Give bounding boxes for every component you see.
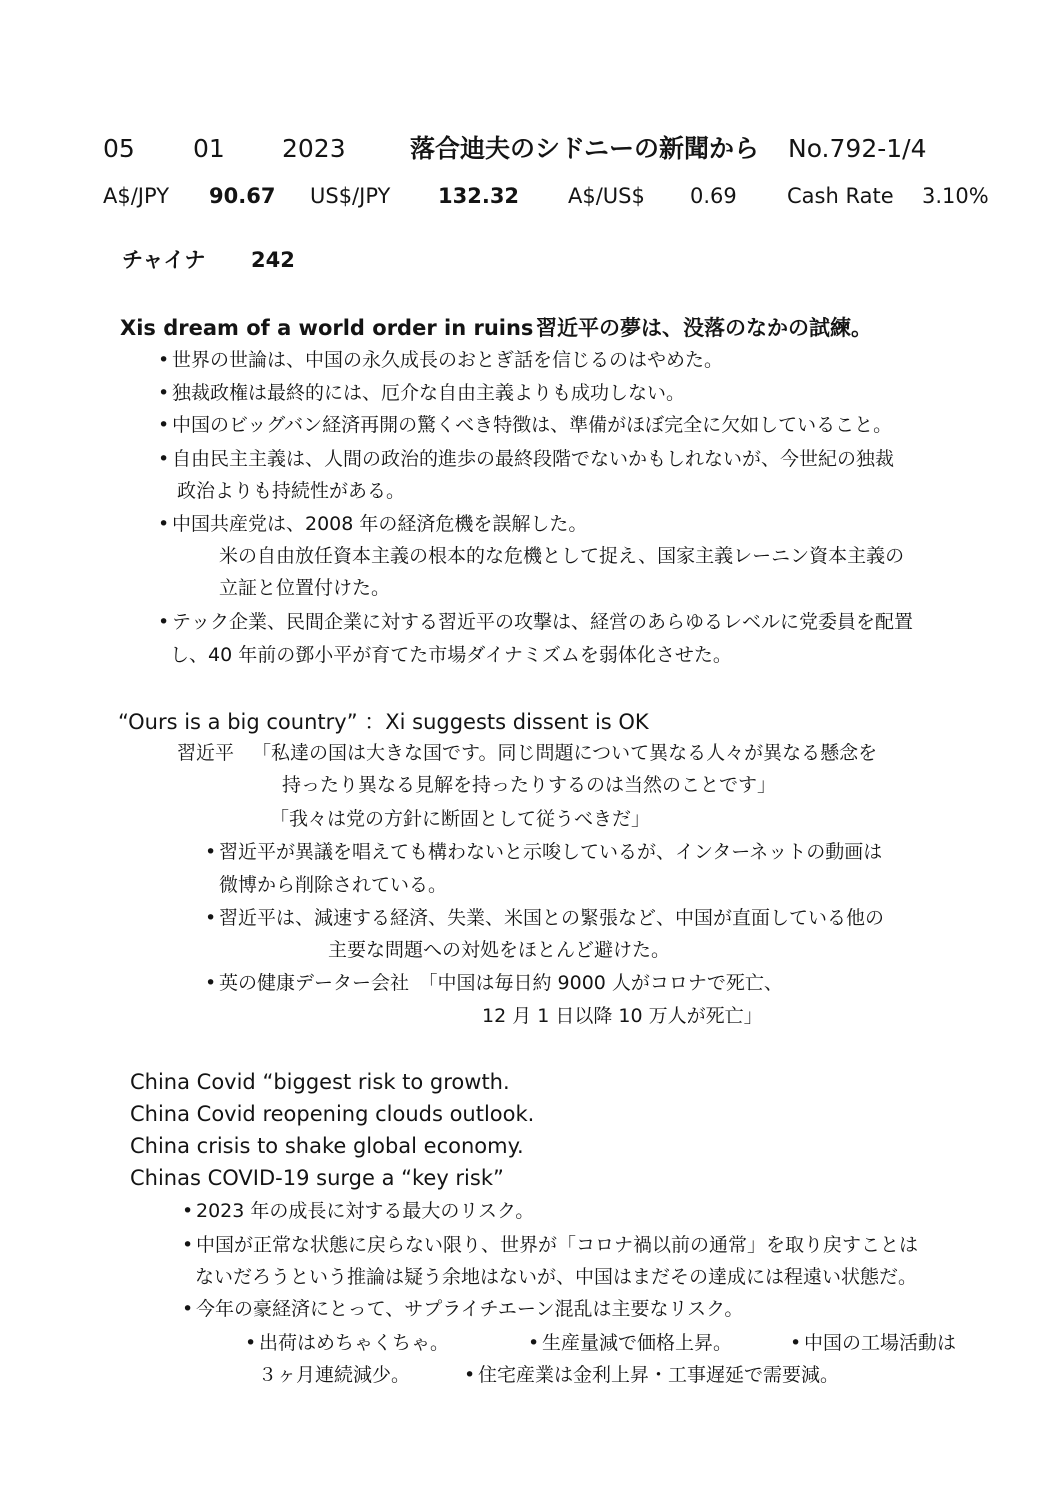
section1-heading-jp: 習近平の夢は、没落のなかの試練。 xyxy=(536,316,872,340)
section3-bullet: • 2023 年の成長に対する最大のリスク。 xyxy=(182,1202,534,1221)
cash-rate-value: 3.10% xyxy=(922,184,989,208)
section3-bullet: • 中国が正常な状態に戻らない限り、世界が「コロナ禍以前の通常」を取り戻すことは xyxy=(182,1236,918,1255)
section3-continuation: ないだろうという推論は疑う余地はないが、中国はまだその達成には程遠い状態だ。 xyxy=(195,1266,918,1288)
section1-bullet: • 中国のビッグバン経済再開の驚くべき特徴は、準備がほぼ完全に欠如していること。 xyxy=(158,416,892,435)
section3-heading: China Covid “biggest risk to growth. xyxy=(130,1070,510,1094)
section3-heading: Chinas COVID-19 surge a “key risk” xyxy=(130,1166,504,1190)
section1-heading-en: Xis dream of a world order in ruins xyxy=(120,316,534,340)
section1-bullet: • 独裁政権は最終的には、厄介な自由主義よりも成功しない。 xyxy=(158,384,685,403)
date-year: 2023 xyxy=(282,134,346,163)
section2-quote: 「我々は党の方針に断固として従うべきだ」 xyxy=(270,808,651,830)
series-number: 242 xyxy=(251,248,295,272)
usd-jpy-label: US$/JPY xyxy=(310,184,391,208)
section3-subbullet: • 中国の工場活動は xyxy=(790,1334,956,1353)
section1-continuation: 政治よりも持続性がある。 xyxy=(177,480,406,502)
section2-heading: “Ours is a big country” ：Xi suggests dissent is OK xyxy=(118,710,649,734)
section2-bullet: • 英の健康データー会社 「中国は毎日約 9000 人がコロナで死亡、 xyxy=(205,974,783,993)
section3-heading: China crisis to shake global economy. xyxy=(130,1134,524,1158)
section3-bullet: • 今年の豪経済にとって、サプライチエーン混乱は主要なリスク。 xyxy=(182,1300,743,1319)
section1-bullet: • 世界の世論は、中国の永久成長のおとぎ話を信じるのはやめた。 xyxy=(158,351,723,370)
section1-subline: 立証と位置付けた。 xyxy=(219,577,391,599)
series-label: チャイナ xyxy=(122,248,206,272)
section1-continuation: し、40 年前の鄧小平が育てた市場ダイナミズムを弱体化させた。 xyxy=(170,644,732,666)
section2-speaker: 習近平 xyxy=(177,742,235,764)
page-title: 落合迪夫のシドニーの新聞から xyxy=(410,134,760,163)
section2-continuation: 主要な問題への対処をほとんど避けた。 xyxy=(328,939,671,961)
date-day: 01 xyxy=(193,134,225,163)
section3-subbullet: • 生産量減で価格上昇。 xyxy=(528,1334,732,1353)
section1-bullet: • テック企業、民間企業に対する習近平の攻撃は、経営のあらゆるレベルに党委員を配置 xyxy=(158,613,913,632)
section1-subline: 米の自由放任資本主義の根本的な危機として捉え、国家主義レーニン資本主義の xyxy=(219,545,905,567)
aud-jpy-label: A$/JPY xyxy=(103,184,170,208)
section1-bullet: • 自由民主主義は、人間の政治的進歩の最終段階でないかもしれないが、今世紀の独裁 xyxy=(158,450,894,469)
aud-jpy-value: 90.67 xyxy=(209,184,276,208)
section2-bullet: • 習近平は、減速する経済、失業、米国との緊張など、中国が直面している他の xyxy=(205,909,884,928)
section1-bullet: • 中国共産党は、2008 年の経済危機を誤解した。 xyxy=(158,515,587,534)
section3-heading: China Covid reopening clouds outlook. xyxy=(130,1102,535,1126)
section2-continuation: 12 月 1 日以降 10 万人が死亡」 xyxy=(482,1005,763,1027)
aud-usd-label: A$/US$ xyxy=(568,184,645,208)
section2-continuation: 微博から削除されている。 xyxy=(219,874,448,896)
usd-jpy-value: 132.32 xyxy=(438,184,520,208)
section2-bullet: • 習近平が異議を唱えても構わないと示唆しているが、インターネットの動画は xyxy=(205,843,882,862)
cash-rate-label: Cash Rate xyxy=(787,184,894,208)
date-month: 05 xyxy=(103,134,135,163)
section2-quote: 持ったり異なる見解を持ったりするのは当然のことです」 xyxy=(282,774,777,796)
aud-usd-value: 0.69 xyxy=(690,184,737,208)
section3-subbullet: • 住宅産業は金利上昇・工事遅延で需要減。 xyxy=(464,1366,839,1385)
section3-subbullet: • 出荷はめちゃくちゃ。 xyxy=(245,1334,449,1353)
section3-continuation: ３ヶ月連続減少。 xyxy=(258,1364,411,1386)
page-number: No.792-1/4 xyxy=(788,134,927,163)
section2-quote: 「私達の国は大きな国です。同じ問題について異なる人々が異なる懸念を xyxy=(252,742,878,764)
